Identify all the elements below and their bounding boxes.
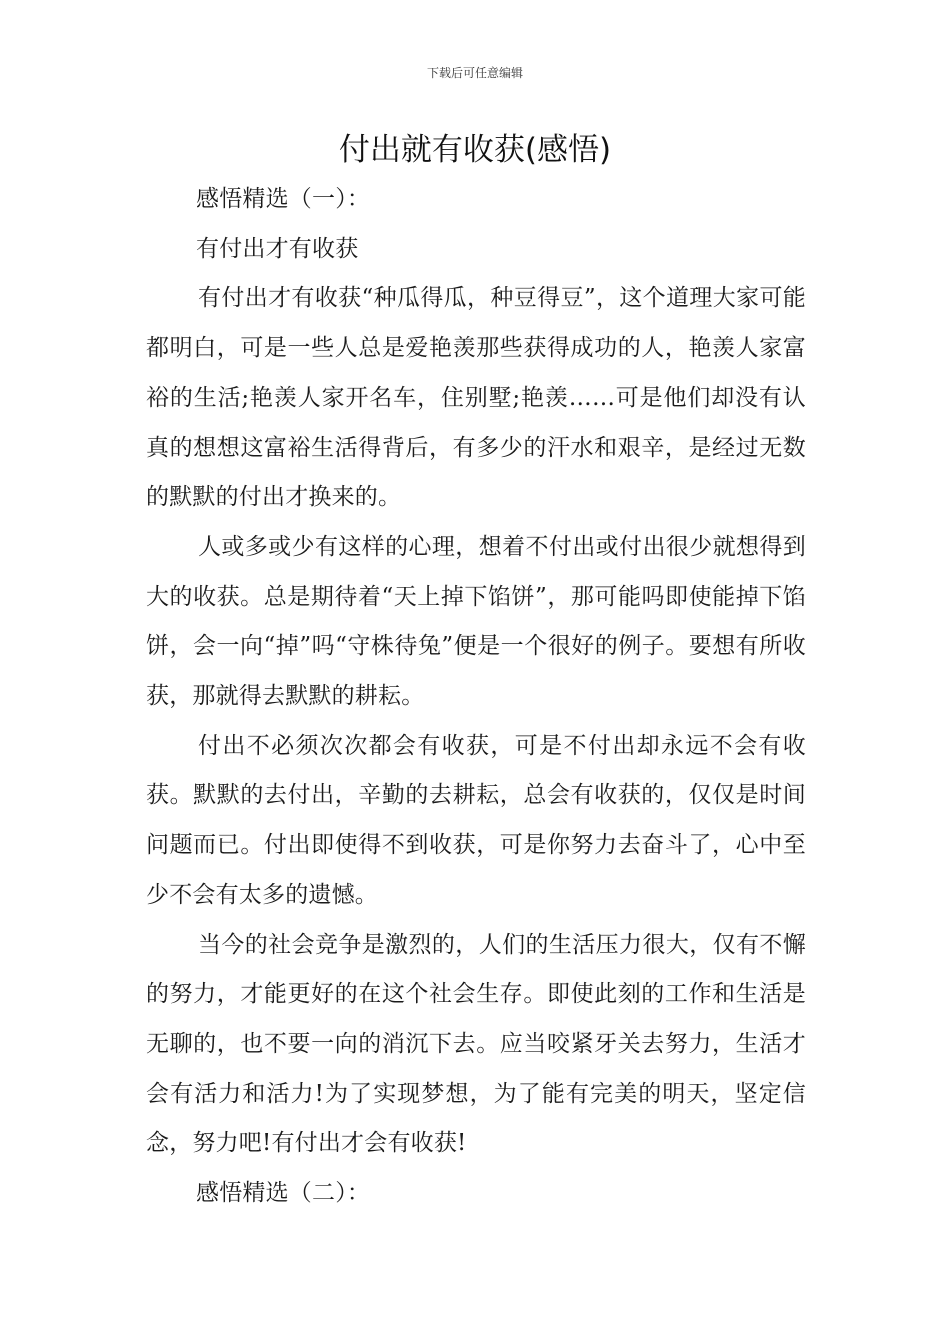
header-note: 下载后可任意编辑	[426, 66, 523, 80]
body-paragraph: 有付出才有收获“种瓜得瓜，种豆得豆”，这个道理大家可能都明白，可是一些人总是爱艳羡那些获得成功的人，艳羡人家富裕的生活;艳羡人家开名车，住别墅;艳羡……可是他们却没有认真的想想这富裕生活得背后，有多少的汗水和艰辛，是经过无数的默默的付出才换来的。	[146, 285, 806, 511]
section-heading: 感悟精选（一）：	[196, 186, 371, 212]
body-paragraph: 付出不必须次次都会有收获，可是不付出却永远不会有收获。默默的去付出，辛勤的去耕耘，总会有收获的，仅仅是时间问题而已。付出即使得不到收获，可是你努力去奋斗了，心中至少不会有太多的遗憾。	[146, 732, 806, 908]
body-paragraph: 当今的社会竞争是激烈的，人们的生活压力很大，仅有不懈的努力，才能更好的在这个社会生存。即使此刻的工作和生活是无聊的，也不要一向的消沉下去。应当咬紧牙关去努力，生活才会有活力和活力!为了实现梦想，为了能有完美的明天，坚定信念，努力吧!有付出才会有收获!	[146, 931, 806, 1157]
document-body	[146, 175, 806, 1219]
body-paragraph: 人或多或少有这样的心理，想着不付出或付出很少就想得到大的收获。总是期待着“天上掉下馅饼”，那可能吗即使能掉下馅饼，会一向“掉”吗“守株待兔”便是一个很好的例子。要想有所收获，那就得去默默的耕耘。	[146, 533, 806, 710]
document-title: 付出就有收获(感悟)	[338, 132, 612, 168]
subheading: 有付出才有收获	[196, 235, 359, 262]
section-heading: 感悟精选（二）：	[196, 1180, 371, 1207]
